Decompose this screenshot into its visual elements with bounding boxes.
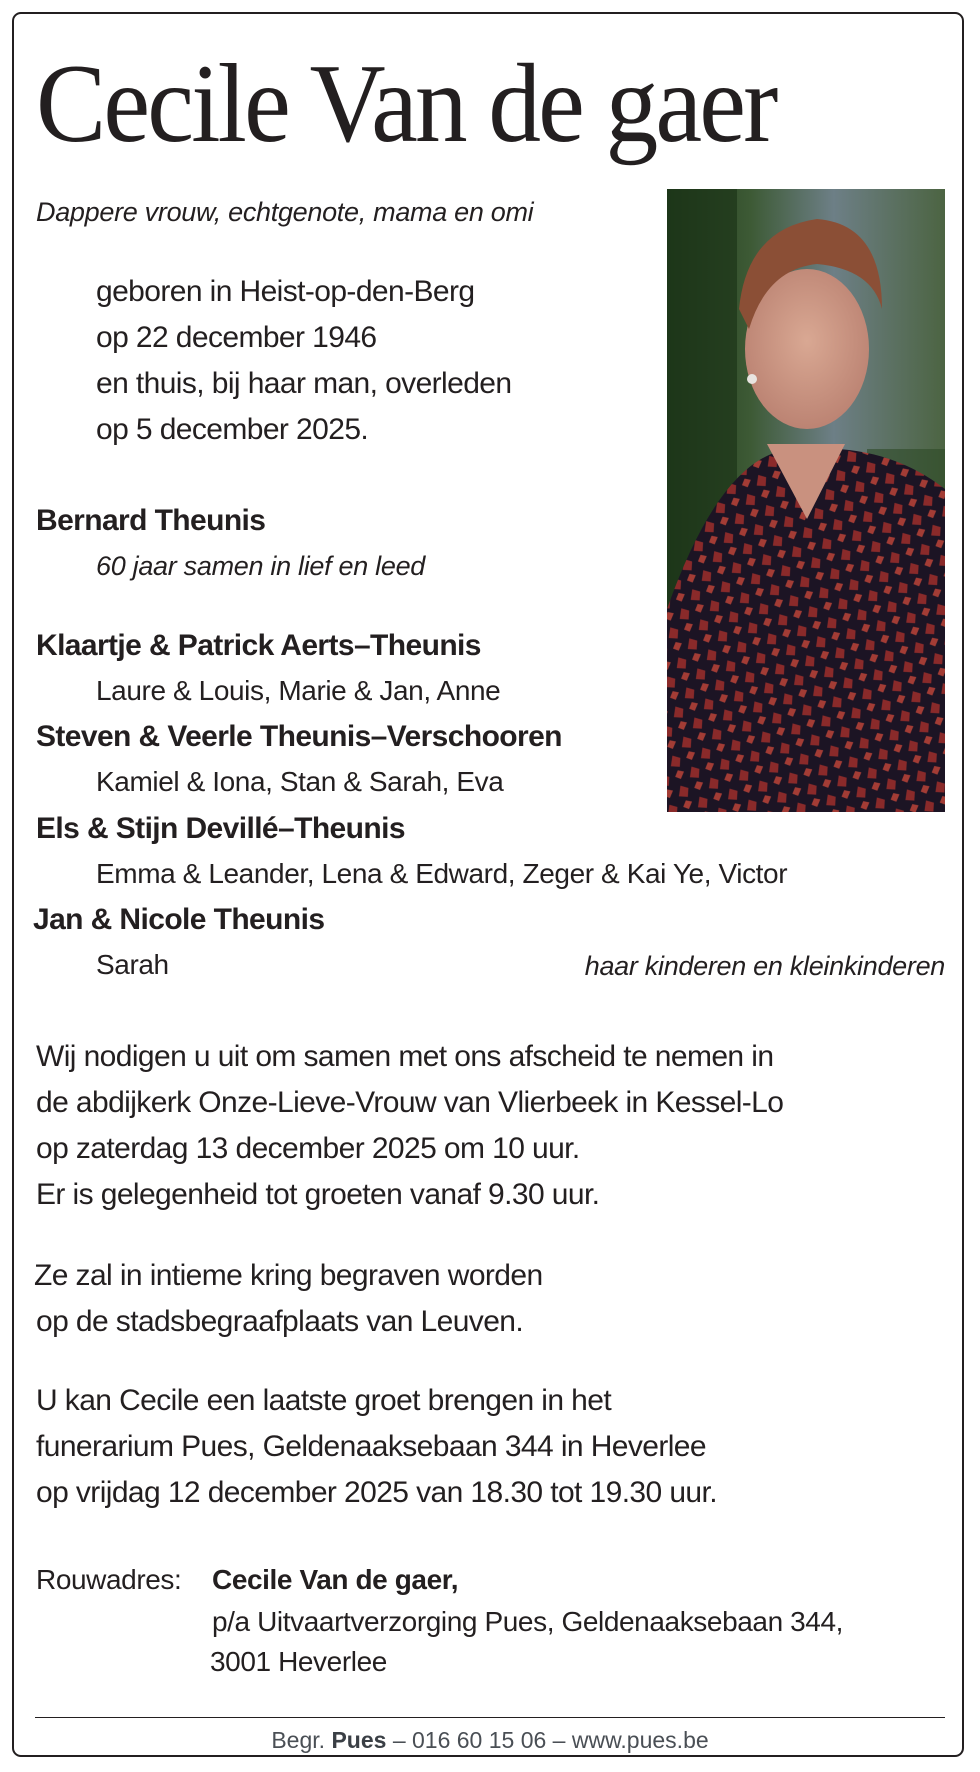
visitation-line: op vrijdag 12 december 2025 van 18.30 tot 19.30 uur. xyxy=(36,1476,717,1509)
footer-contact: – 016 60 15 06 – www.pues.be xyxy=(392,1727,709,1753)
visitation-line: U kan Cecile een laatste groet brengen in het xyxy=(36,1384,612,1417)
footer-divider xyxy=(35,1717,945,1718)
footer xyxy=(0,1726,980,1754)
grandchildren-list: Emma & Leander, Lena & Edward, Zeger & Kai Ye, Victor xyxy=(96,858,788,889)
address-label: Rouwadres: xyxy=(36,1564,182,1595)
grandchildren-list: Kamiel & Iona, Stan & Sarah, Eva xyxy=(96,766,504,797)
grandchildren-list: Sarah xyxy=(96,949,169,980)
child-name: Els & Stijn Devillé–Theunis xyxy=(36,812,405,845)
ceremony-line: de abdijkerk Onze-Lieve-Vrouw van Vlierbeek in Kessel-Lo xyxy=(36,1086,784,1119)
address-line: 3001 Heverlee xyxy=(210,1646,387,1677)
portrait-photo xyxy=(667,189,945,812)
spouse-name: Bernard Theunis xyxy=(36,504,266,537)
portrait-image-icon xyxy=(667,189,945,812)
children-caption: haar kinderen en kleinkinderen xyxy=(584,951,945,981)
footer-company: Pues xyxy=(331,1727,387,1753)
burial-line: op de stadsbegraafplaats van Leuven. xyxy=(36,1305,524,1338)
death-date-line: op 5 december 2025. xyxy=(96,413,369,446)
page-title: Cecile Van de gaer xyxy=(36,42,776,166)
footer-prefix: Begr. xyxy=(271,1727,326,1753)
birth-line: geboren in Heist-op-den-Berg xyxy=(96,275,475,308)
address-line: p/a Uitvaartverzorging Pues, Geldenaaksebaan 344, xyxy=(212,1606,844,1637)
birth-date-line: op 22 december 1946 xyxy=(96,321,377,354)
death-line: en thuis, bij haar man, overleden xyxy=(96,367,512,400)
visitation-line: funerarium Pues, Geldenaaksebaan 344 in Heverlee xyxy=(36,1430,706,1463)
spouse-note: 60 jaar samen in lief en leed xyxy=(96,551,426,581)
ceremony-line: op zaterdag 13 december 2025 om 10 uur. xyxy=(36,1132,580,1165)
ceremony-line: Er is gelegenheid tot groeten vanaf 9.30 uur. xyxy=(36,1178,600,1211)
child-name: Jan & Nicole Theunis xyxy=(33,903,325,936)
tagline: Dappere vrouw, echtgenote, mama en omi xyxy=(36,197,534,227)
child-name: Klaartje & Patrick Aerts–Theunis xyxy=(36,629,481,662)
ceremony-line: Wij nodigen u uit om samen met ons afscheid te nemen in xyxy=(36,1040,774,1073)
child-name: Steven & Veerle Theunis–Verschooren xyxy=(36,720,562,753)
burial-line: Ze zal in intieme kring begraven worden xyxy=(34,1259,543,1292)
grandchildren-list: Laure & Louis, Marie & Jan, Anne xyxy=(96,675,501,706)
address-name: Cecile Van de gaer, xyxy=(212,1564,459,1595)
